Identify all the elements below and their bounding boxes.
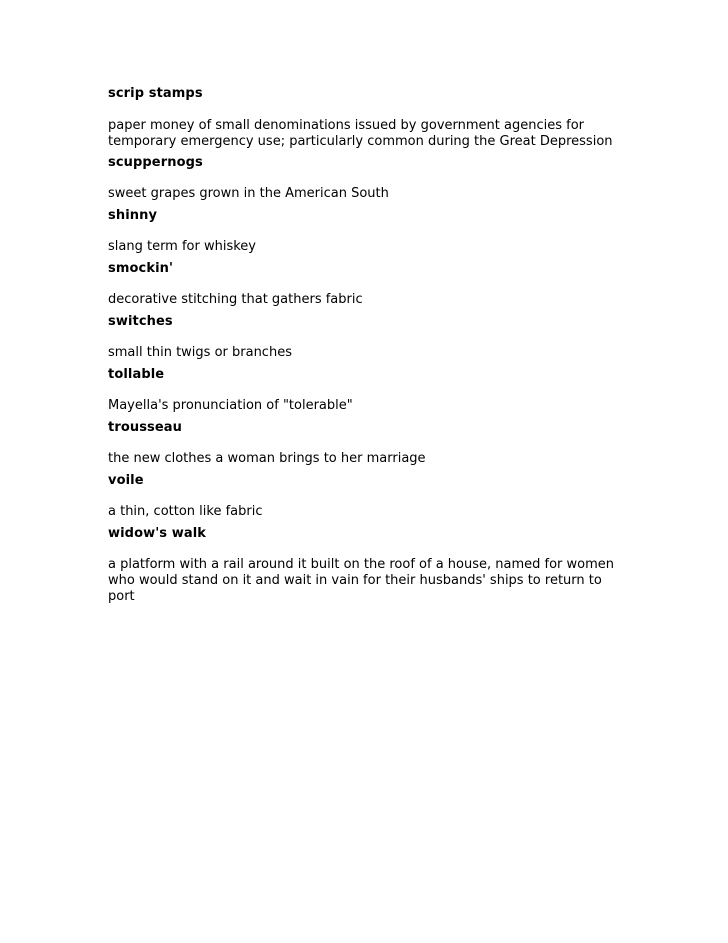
glossary-definition: a platform with a rail around it built on the roof of a house, named for women who would stand on it and wait in vain for their husbands' ships to return to port: [108, 557, 615, 604]
glossary-definition: small thin twigs or branches: [108, 345, 292, 360]
glossary-definition: sweet grapes grown in the American South: [108, 186, 389, 201]
glossary-entry: [108, 420, 628, 467]
glossary-definition: decorative stitching that gathers fabric: [108, 292, 363, 307]
glossary-term: scuppernogs: [108, 155, 203, 170]
glossary-page: [108, 86, 628, 611]
glossary-term: trousseau: [108, 420, 183, 435]
glossary-definition: the new clothes a woman brings to her marriage: [108, 451, 426, 466]
glossary-entry: [108, 155, 628, 202]
glossary-definition: paper money of small denominations issued by government agencies for temporary emergency use; particularly common during the Great Depression: [108, 118, 613, 149]
glossary-term: scrip stamps: [108, 86, 203, 101]
glossary-entry: [108, 314, 628, 361]
glossary-entry: [108, 261, 628, 308]
glossary-definition: slang term for whiskey: [108, 239, 257, 254]
glossary-term: widow's walk: [108, 526, 207, 541]
glossary-term: shinny: [108, 208, 158, 223]
glossary-term: switches: [108, 314, 173, 329]
glossary-term: tollable: [108, 367, 165, 382]
glossary-definition: Mayella's pronunciation of "tolerable": [108, 398, 353, 413]
glossary-definition: a thin, cotton like fabric: [108, 504, 263, 519]
glossary-term: voile: [108, 473, 144, 488]
glossary-entry: [108, 526, 628, 605]
glossary-term: smockin': [108, 261, 174, 276]
glossary-entry: [108, 208, 628, 255]
glossary-entry: [108, 367, 628, 414]
glossary-entry: [108, 473, 628, 520]
glossary-entry: [108, 86, 628, 150]
